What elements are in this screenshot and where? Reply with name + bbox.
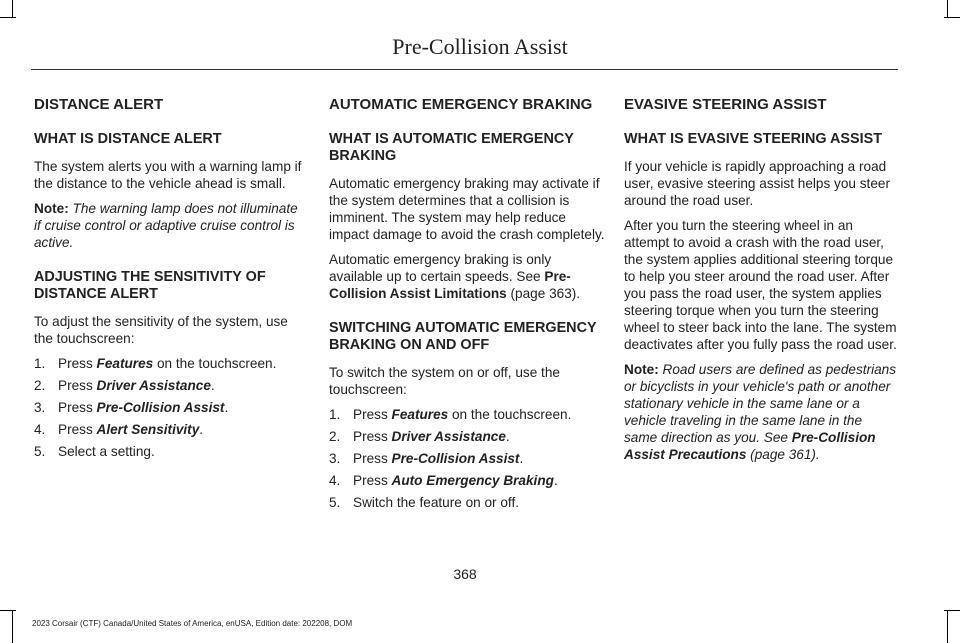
list-item <box>34 355 306 372</box>
step-number: 5. <box>329 495 341 510</box>
page-reference: (page 361). <box>746 447 820 462</box>
subsection-heading: WHAT IS EVASIVE STEERING ASSIST <box>624 131 882 147</box>
step-number: 5. <box>34 444 46 459</box>
step-text: Press <box>58 356 97 371</box>
step-emphasis: Driver Assistance <box>96 378 211 393</box>
step-number: 1. <box>329 407 341 422</box>
note-label: Note: <box>624 362 659 377</box>
cross-reference-link[interactable]: Pre-Collision Assist Limitations <box>329 269 571 301</box>
step-text: Switch the feature on or off. <box>353 495 519 510</box>
step-text: Press <box>353 451 392 466</box>
step-text: . <box>199 422 204 437</box>
step-number: 1. <box>34 356 46 371</box>
crop-mark <box>944 610 960 611</box>
step-text: . <box>553 473 558 488</box>
step-text: . <box>505 429 510 444</box>
step-emphasis: Driver Assistance <box>391 429 506 444</box>
paragraph: If your vehicle is rapidly approaching a road user, evasive steering assist helps you steer around the road user. <box>624 159 890 208</box>
paragraph: Automatic emergency braking may activate if the system determines that a collision is imminent. The system may help reduce impact damage to avoid the crash completely. <box>329 176 605 242</box>
step-emphasis: Auto Emergency Braking <box>391 473 554 488</box>
list-item <box>34 399 306 416</box>
step-emphasis: Pre-Collision Assist <box>391 451 520 466</box>
step-number: 2. <box>34 378 46 393</box>
step-number: 4. <box>329 473 341 488</box>
step-text: . <box>224 400 229 415</box>
step-text: . <box>210 378 215 393</box>
paragraph: The system alerts you with a warning lamp if the distance to the vehicle ahead is small. <box>34 159 302 191</box>
step-number: 3. <box>34 400 46 415</box>
list-item <box>34 443 306 460</box>
list-item <box>329 450 605 467</box>
subsection-heading: WHAT IS DISTANCE ALERT <box>34 131 222 147</box>
step-text: Press <box>58 422 97 437</box>
note-text: The warning lamp does not illuminate if cruise control or adaptive cruise control is active. <box>34 201 298 250</box>
step-text: Press <box>353 429 392 444</box>
section-heading: EVASIVE STEERING ASSIST <box>624 96 827 113</box>
step-text: Select a setting. <box>58 444 155 459</box>
footer-edition-info: 2023 Corsair (CTF) Canada/United States of America, enUSA, Edition date: 202208, DOM <box>32 619 353 628</box>
subsection-heading: SWITCHING AUTOMATIC EMERGENCY BRAKING ON AND OFF <box>329 320 597 353</box>
note <box>624 361 899 463</box>
paragraph: After you turn the steering wheel in an attempt to avoid a crash with the road user, the system applies additional steering torque to help you steer around the road user. After you pass the road user, the system applies steering torque when you turn the steering wheel to steer back into the lane. The system deactivates after you fully pass the road user. <box>624 218 897 352</box>
crop-mark <box>947 610 948 643</box>
crop-mark <box>944 17 960 18</box>
step-emphasis: Alert Sensitivity <box>96 422 200 437</box>
subsection-heading: WHAT IS AUTOMATIC EMERGENCY BRAKING <box>329 131 574 164</box>
column-distance-alert <box>34 96 306 465</box>
list-item <box>34 421 306 438</box>
step-emphasis: Features <box>391 407 449 422</box>
column-evasive-steering-assist <box>624 96 899 471</box>
page-title: Pre-Collision Assist <box>392 34 568 59</box>
paragraph <box>329 251 605 302</box>
step-text: Press <box>353 407 392 422</box>
column-automatic-emergency-braking <box>329 96 605 516</box>
header-divider <box>31 69 898 70</box>
note <box>34 200 306 251</box>
crop-mark <box>0 17 16 18</box>
cross-reference-link[interactable]: Pre-Collision Assist Precautions <box>624 430 876 462</box>
list-item <box>34 377 306 394</box>
step-emphasis: Features <box>96 356 154 371</box>
note-text: Road users are defined as pedestrians or bicyclists in your vehicle's path or another stationary vehicle in the same lane or a vehicle traveling in the same lane in the same direction as you. See <box>624 362 897 445</box>
step-text: Press <box>353 473 392 488</box>
step-text: Press <box>58 378 97 393</box>
crop-mark <box>12 610 13 643</box>
subsection-heading: ADJUSTING THE SENSITIVITY OF DISTANCE ALERT <box>34 269 266 302</box>
step-number: 2. <box>329 429 341 444</box>
page-reference: (page 363). <box>506 286 581 301</box>
step-emphasis: Pre-Collision Assist <box>96 400 225 415</box>
paragraph-text: Automatic emergency braking is only available up to certain speeds. See <box>329 252 552 284</box>
list-item <box>329 472 605 489</box>
page-number: 368 <box>453 566 477 582</box>
crop-mark <box>12 0 13 18</box>
list-item <box>329 428 605 445</box>
note-label: Note: <box>34 201 69 216</box>
step-text: on the touchscreen. <box>153 356 277 371</box>
step-text: on the touchscreen. <box>448 407 572 422</box>
step-text: . <box>519 451 524 466</box>
step-number: 4. <box>34 422 46 437</box>
list-item <box>329 406 605 423</box>
steps-list <box>329 406 605 511</box>
steps-list <box>34 355 306 460</box>
list-item <box>329 494 605 511</box>
crop-mark <box>0 610 16 611</box>
paragraph: To switch the system on or off, use the touchscreen: <box>329 365 560 397</box>
step-text: Press <box>58 400 97 415</box>
step-number: 3. <box>329 451 341 466</box>
crop-mark <box>947 0 948 18</box>
section-heading: AUTOMATIC EMERGENCY BRAKING <box>329 96 593 113</box>
paragraph: To adjust the sensitivity of the system, use the touchscreen: <box>34 314 288 346</box>
section-heading: DISTANCE ALERT <box>34 96 164 113</box>
